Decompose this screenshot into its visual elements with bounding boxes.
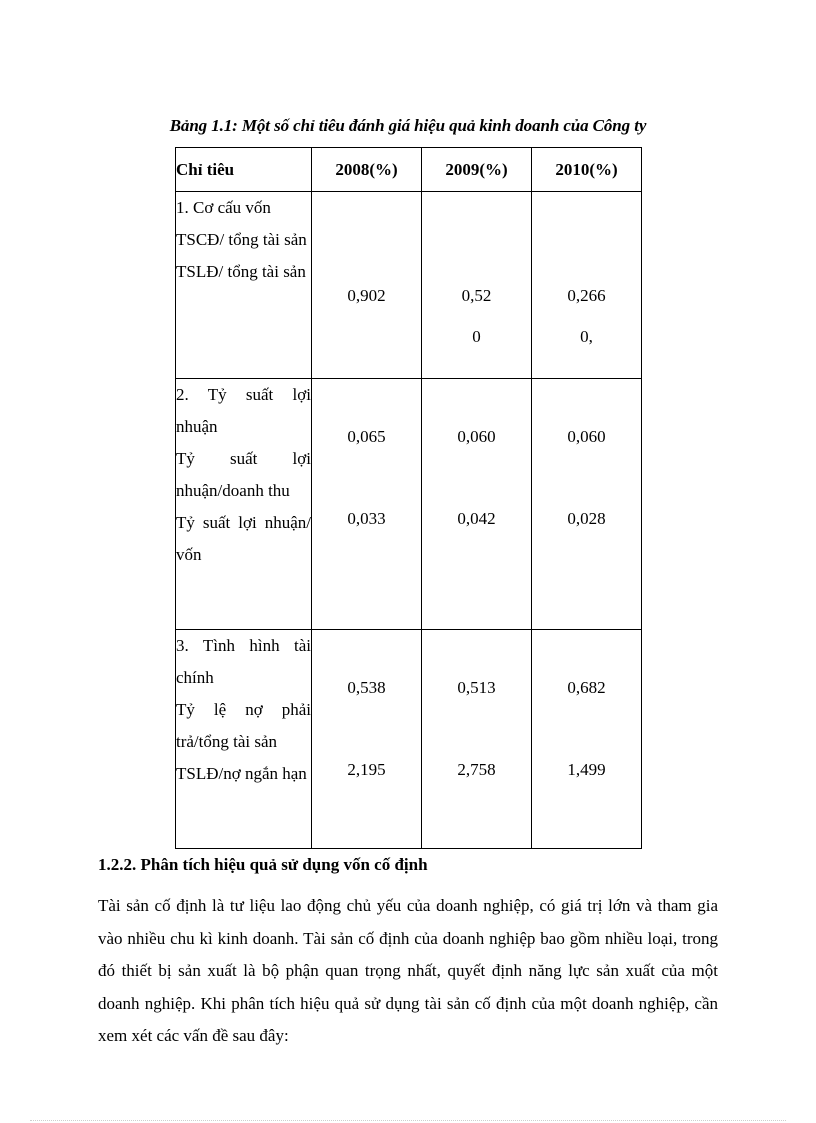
group-title: 2. Tỷ suất lợi nhuận xyxy=(176,385,311,436)
value-cell-2008 xyxy=(312,379,422,630)
value: 0,513 xyxy=(457,678,496,697)
row-label-cell xyxy=(176,379,312,630)
value: 0,028 xyxy=(567,509,606,528)
row-label-cell xyxy=(176,192,312,379)
value: 0,682 xyxy=(567,678,606,697)
header-2010: 2010(%) xyxy=(532,148,642,192)
indicator-label: TSLĐ/nợ ngắn hạn xyxy=(176,764,307,783)
table-row-profit-rate xyxy=(176,379,642,630)
value: 0 xyxy=(472,327,481,346)
indicator-label: TSLĐ/ tổng tài sản xyxy=(176,262,306,281)
table-header-row xyxy=(176,148,642,192)
value-cell-2010 xyxy=(532,192,642,379)
table-row-capital-structure xyxy=(176,192,642,379)
group-title: 3. Tình hình tài chính xyxy=(176,636,311,687)
table-caption: Bảng 1.1: Một số chỉ tiêu đánh giá hiệu quả kinh doanh của Công ty xyxy=(169,116,647,135)
indicator-label: Tỷ suất lợi nhuận/ vốn xyxy=(176,513,311,564)
table-row-financial-status xyxy=(176,630,642,849)
value: 1,499 xyxy=(567,760,606,779)
value: 0,538 xyxy=(347,678,386,697)
metrics-table xyxy=(175,147,642,849)
header-2008: 2008(%) xyxy=(312,148,422,192)
section-heading: 1.2.2. Phân tích hiệu quả sử dụng vốn cố định xyxy=(98,855,428,874)
value-cell-2008 xyxy=(312,192,422,379)
page-bottom-divider xyxy=(30,1120,786,1121)
value-cell-2010 xyxy=(532,379,642,630)
value: 0,060 xyxy=(567,427,606,446)
value: 0,065 xyxy=(347,427,386,446)
value: 0,060 xyxy=(457,427,496,446)
group-title: 1. Cơ cấu vốn xyxy=(176,198,271,217)
value: 0,902 xyxy=(347,286,386,305)
value-cell-2009 xyxy=(422,630,532,849)
indicator-label: Tỷ suất lợi nhuận/doanh thu xyxy=(176,449,311,500)
value-cell-2008 xyxy=(312,630,422,849)
value: 2,195 xyxy=(347,760,386,779)
header-2009: 2009(%) xyxy=(422,148,532,192)
indicator-label: Tỷ lệ nợ phải trả/tổng tài sản xyxy=(176,700,311,751)
value-cell-2009 xyxy=(422,379,532,630)
body-paragraph: Tài sản cố định là tư liệu lao động chủ yếu của doanh nghiệp, có giá trị lớn và tham gia vào nhiều chu kì kinh doanh. Tài sản cố định của doanh nghiệp bao gồm nhiều loại, trong đó thiết bị sản xuất là bộ phận quan trọng nhất, quyết định năng lực sản xuất của một doanh nghiệp. Khi phân tích hiệu quả sử dụng tài sản cố định của một doanh nghiệp, cần xem xét các vấn đề sau đây: xyxy=(98,896,718,1045)
value: 2,758 xyxy=(457,760,496,779)
value: 0, xyxy=(580,327,593,346)
indicator-label: TSCĐ/ tổng tài sản xyxy=(176,230,307,249)
value-cell-2009 xyxy=(422,192,532,379)
value: 0,033 xyxy=(347,509,386,528)
value: 0,042 xyxy=(457,509,496,528)
value-cell-2010 xyxy=(532,630,642,849)
value: 0,266 xyxy=(567,286,606,305)
header-indicator: Chỉ tiêu xyxy=(176,148,312,192)
row-label-cell xyxy=(176,630,312,849)
value: 0,52 xyxy=(461,286,492,305)
